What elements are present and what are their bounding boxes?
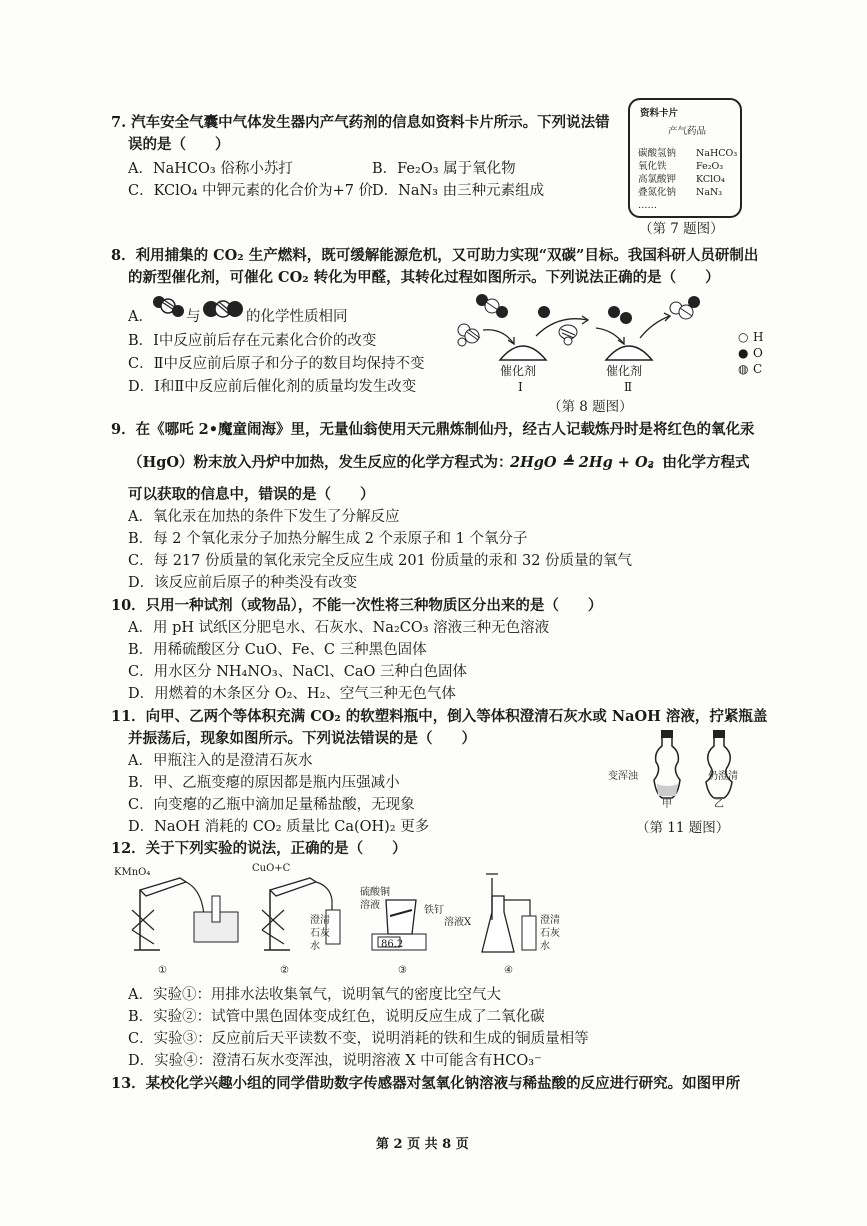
q12-option-d: D．实验④：澄清石灰水变浑浊，说明溶液 X 中可能含有HCO₃⁻: [128, 1053, 542, 1069]
q8-option-a-prefix: A．: [128, 309, 153, 325]
card-ellipsis: ……: [638, 200, 657, 211]
q10-option-a: A．用 pH 试纸区分肥皂水、石灰水、Na₂CO₃ 溶液三种无色溶液: [128, 620, 550, 636]
q7-caption: （第 7 题图）: [639, 221, 724, 237]
q12-option-b: B．实验②：试管中黑色固体变成红色，说明反应生成了二氧化碳: [128, 1009, 545, 1025]
q11-option-a: A．甲瓶注入的是澄清石灰水: [128, 753, 313, 769]
q11-caption: （第 11 题图）: [636, 820, 730, 836]
q8-option-a-mid: 与: [186, 309, 201, 325]
q8-option-d: D．Ⅰ和Ⅱ中反应前后催化剂的质量均发生改变: [128, 379, 417, 395]
q9-option-c: C．每 217 份质量的氧化汞完全反应生成 201 份质量的汞和 32 份质量的氧气: [128, 553, 633, 569]
label-cuso4: 硫酸铜溶液: [360, 887, 390, 911]
q13-stem: 13．某校化学兴趣小组的同学借助数字传感器对氢氧化钠溶液与稀盐酸的反应进行研究。如图甲所: [111, 1075, 741, 1092]
co-molecule-icon: [201, 298, 245, 320]
q9-stem-line2a: （HgO）粉末放入丹炉中加热，发生反应的化学方程式为：: [128, 454, 513, 471]
q7-info-card: [628, 98, 742, 218]
legend-label: H: [753, 330, 764, 344]
q8-option-b: B．Ⅰ中反应前后存在元素化合价的改变: [128, 333, 377, 349]
label-limewater-1: 澄清石灰水: [310, 915, 330, 952]
q7-option-b: B．Fe₂O₃ 属于氧化物: [372, 161, 516, 177]
exp-number: ①: [158, 965, 167, 976]
q11-option-b: B．甲、乙瓶变瘪的原因都是瓶内压强减小: [128, 775, 400, 791]
q9-option-a: A．氧化汞在加热的条件下发生了分解反应: [128, 509, 400, 525]
label-limewater-2: 澄清石灰水: [540, 915, 560, 952]
card-row-name: 高氯酸钾: [638, 174, 677, 185]
label-kmno4: KMnO₄: [114, 867, 151, 878]
legend-symbol: ●: [738, 346, 749, 360]
q9-stem-line1: 9．在《哪吒 2•魔童闹海》里，无量仙翁使用天元鼎炼制仙丹，经古人记载炼丹时是将红色的氧化汞: [111, 421, 755, 438]
card-row-formula: NaN₃: [696, 187, 723, 198]
label-nail: 铁钉: [424, 905, 444, 916]
q12-stem: 12．关于下列实验的说法，正确的是（ ）: [111, 840, 407, 857]
q8-conversion-diagram: [448, 292, 728, 392]
q7-option-c: C．KClO₄ 中钾元素的化合价为+7 价: [128, 183, 374, 199]
q8-option-a-suffix: 的化学性质相同: [246, 309, 348, 325]
legend-symbol: ◍: [738, 362, 749, 376]
q11-option-c: C．向变瘪的乙瓶中滴加足量稀盐酸，无现象: [128, 797, 415, 813]
q9-stem-line3: 可以获取的信息中，错误的是（ ）: [128, 486, 375, 503]
q8-caption: （第 8 题图）: [548, 399, 633, 415]
card-row-formula: NaHCO₃: [696, 148, 738, 159]
card-row-name: 碳酸氢钠: [638, 148, 677, 159]
bottle-yi-label: 乙: [714, 799, 724, 810]
q10-stem: 10．只用一种试剂（或物品），不能一次性将三种物质区分出来的是（ ）: [111, 597, 603, 614]
q11-stem-line2: 并振荡后，现象如图所示。下列说法错误的是（ ）: [128, 730, 476, 747]
balance-reading: 86.2: [381, 939, 404, 950]
legend-label: C: [753, 362, 763, 376]
exp-number: ②: [280, 965, 289, 976]
q8-stem-line1: 8．利用捕集的 CO₂ 生产燃料，既可缓解能源危机，又可助力实现“双碳”目标。我国科研人员研制出: [111, 247, 759, 264]
card-title: 资料卡片: [640, 108, 679, 119]
q9-option-b: B．每 2 个氧化汞分子加热分解生成 2 个汞原子和 1 个氧分子: [128, 531, 528, 547]
card-row-formula: Fe₂O₃: [696, 161, 724, 172]
card-row-formula: KClO₄: [696, 174, 725, 185]
q12-apparatus-figure: [120, 860, 580, 964]
catalyst-label-2: 催化剂: [606, 364, 643, 378]
q10-option-c: C．用水区分 NH₄NO₃、NaCl、CaO 三种白色固体: [128, 664, 468, 680]
legend-symbol: ○: [738, 330, 749, 344]
q7-stem-line2: 误的是（ ）: [128, 136, 230, 153]
q9-equation: 2HgO ≜ 2Hg + O₂ ↑: [510, 454, 672, 471]
q9-option-d: D．该反应前后原子的种类没有改变: [128, 575, 358, 591]
q11-stem-line1: 11．向甲、乙两个等体积充满 CO₂ 的软塑料瓶中，倒入等体积澄清石灰水或 NaOH 溶液，拧紧瓶盖: [111, 708, 768, 725]
label-solution-x: 溶液X: [444, 917, 472, 928]
q8-stem-line2: 的新型催化剂，可催化 CO₂ 转化为甲醛，其转化过程如图所示。下列说法正确的是（ ）: [128, 269, 720, 286]
q9-stem-line2b: 。由化学方程式: [648, 454, 750, 471]
q7-option-a: A．NaHCO₃ 俗称小苏打: [128, 161, 293, 177]
q12-option-a: A．实验①：用排水法收集氧气，说明氧气的密度比空气大: [128, 987, 501, 1003]
q7-stem-line1: 7. 汽车安全气囊中气体发生器内产气药剂的信息如资料卡片所示。下列说法错: [111, 114, 610, 131]
card-row-name: 叠氮化钠: [638, 187, 677, 198]
q7-option-d: D．NaN₃ 由三种元素组成: [372, 183, 545, 199]
label-clear: 仍澄清: [708, 771, 738, 782]
q12-option-c: C．实验③：反应前后天平读数不变，说明消耗的铁和生成的铜质量相等: [128, 1031, 589, 1047]
q11-option-d: D．NaOH 消耗的 CO₂ 质量比 Ca(OH)₂ 更多: [128, 819, 430, 835]
exp-number: ③: [398, 965, 407, 976]
stage-label-2: Ⅱ: [624, 380, 633, 394]
page-footer: 第 2 页 共 8 页: [376, 1137, 469, 1152]
stage-label-1: Ⅰ: [518, 380, 523, 394]
q8-option-c: C．Ⅱ中反应前后原子和分子的数目均保持不变: [128, 356, 425, 372]
q11-bottles-figure: [640, 728, 750, 808]
legend-label: O: [753, 346, 763, 360]
card-subtitle: 产气药品: [668, 126, 707, 137]
q10-option-b: B．用稀硫酸区分 CuO、Fe、C 三种黑色固体: [128, 642, 427, 658]
label-cuo-c: CuO+C: [252, 863, 291, 874]
exp-number: ④: [504, 965, 513, 976]
card-row-name: 氧化铁: [638, 161, 667, 172]
bottle-jia-label: 甲: [662, 799, 672, 810]
catalyst-label-1: 催化剂: [500, 364, 537, 378]
label-turbid: 变浑浊: [608, 771, 638, 782]
q10-option-d: D．用燃着的木条区分 O₂、H₂、空气三种无色气体: [128, 686, 456, 702]
co2-molecule-icon: [150, 292, 186, 322]
